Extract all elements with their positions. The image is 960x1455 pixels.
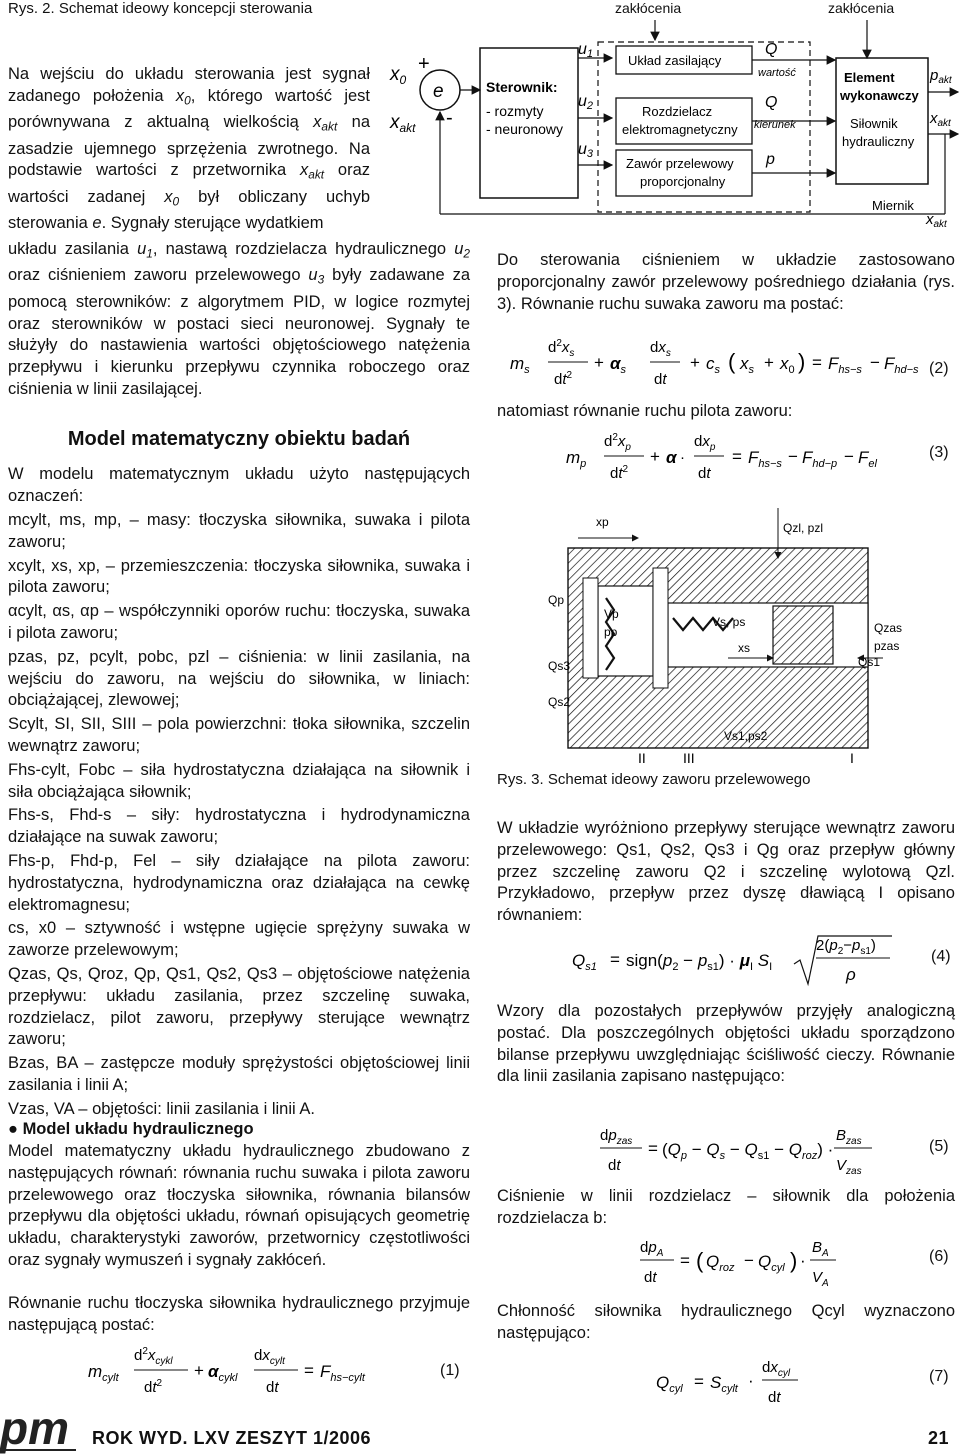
definition-item: Qzas, Qs, Qroz, Qp, Qs1, Qs2, Qs3 – objętościowe natężenia przepływu: układu zasilania, przez szczelinę suwaka, rozdzielacz, pilot zaworu, przepływy sterujące wewnątrz zaworu; (8, 964, 470, 1049)
xakt-output-label: $x_{akt}$ (930, 110, 951, 129)
svg-text:α: α (666, 448, 677, 467)
intro-paragraph-bottom: układu zasilania $u_1$, nastawą rozdzielacza hydraulicznego $u_2$ oraz ciśnieniem zaworu przelewowego $u_3$ były zadawane za pomocą sterowników: z algorytmem PID, w logice rozmytej oraz sterowników w postaci sieci neuronowej. Sygnały te służyły do nastawienia wartości objętościowego natężenia przepływu i kierunku przepływu czynnika roboczego oraz ciśnienia w linii zasilającej. (8, 240, 470, 398)
eq4-number: (4) (931, 948, 951, 965)
right-paragraph-6: Chłonność siłownika hydraulicznego Qcyl wyznaczono następująco: (497, 1302, 955, 1342)
pp-label: pp (604, 625, 618, 639)
throttle-III-label: III (683, 750, 695, 766)
svg-text:Fhd−s: $F_{hd-s}$ (884, 354, 919, 376)
svg-text:mp: $m_p$ (566, 448, 587, 470)
eq2-number: (2) (929, 360, 949, 377)
svg-text:+: + (764, 353, 774, 372)
svg-text:dt2: $dt^2$ (610, 464, 629, 482)
svg-text:−: − (870, 353, 880, 372)
definition-item: Scylt, SI, SII, SIII – pola powierzchni: tłoka siłownika, szczelin wewnątrz zaworu; (8, 715, 470, 755)
vp-label: Vp (604, 607, 619, 621)
svg-text:Qroz: $Q_{roz}$ (706, 1252, 735, 1274)
throttle-I-label: I (850, 750, 854, 766)
svg-text:+: + (690, 353, 700, 372)
right-paragraph-3: W układzie wyróżniono przepływy sterujące wewnątrz zaworu przelewowego: Qs1, Qs2, Qs3 i Qg oraz przepływ główny przez szczelinę zaworu Q2 i szczelinę wylotową Qzl. Przykładowo, przepływ przez dyszę dławiącą I opisano równaniem: (497, 819, 955, 925)
svg-text:): ) (790, 1248, 798, 1273)
svg-text:dxcylt: $dx_{cylt}$ (254, 1347, 285, 1367)
equation-3 (566, 428, 906, 486)
svg-text:ρ: ρ (846, 965, 856, 984)
right-paragraph-2: natomiast równanie ruchu pilota zaworu: (497, 402, 793, 420)
svg-text:αcykl: $\alpha_{cykl}$ (208, 1362, 238, 1384)
svg-text:(: ( (728, 349, 736, 374)
svg-text:Fhs−cylt: $F_{hs-cylt}$ (320, 1362, 365, 1384)
svg-text:=: = (304, 1361, 314, 1380)
svg-text:=: = (732, 447, 742, 466)
hydraulic-paragraph-2: Równanie ruchu tłoczyska siłownika hydraulicznego przyjmuje następującą postać: (8, 1294, 470, 1334)
svg-text:Fhs−s: $F_{hs-s}$ (748, 448, 782, 470)
svg-text:dpA: $dp_A$ (640, 1239, 664, 1259)
svg-text:2(p2−ps1): $2(p_2-p_{s1})$ (816, 937, 876, 957)
fig2-block-diagram (380, 18, 960, 240)
qzl-label: Qzl, pzl (783, 521, 824, 535)
fig3-valve-schematic (538, 508, 918, 770)
svg-text:ms: $m_s$ (510, 354, 530, 376)
right-paragraph-1: Do sterowania ciśnieniem w układzie zastosowano proporcjonalny zawór przelewowy pośredniego działania (rys. 3). Równanie ruchu suwaka zaworu ma postać: (497, 251, 955, 313)
pressure-label: p (766, 151, 775, 168)
qs2-label: Qs2 (548, 695, 571, 709)
equation-4 (572, 930, 902, 992)
svg-text:mcylt: $m_{cylt}$ (88, 1362, 119, 1384)
definition-item: xcylt, xs, xp, – przemieszczenia: tłoczyska siłownika, suwaka i pilota zaworu; (8, 556, 470, 597)
svg-text:dt: dt (768, 1389, 781, 1406)
svg-text:dxs: $dx_s$ (650, 339, 671, 359)
svg-text:dpzas: $dp_{zas}$ (600, 1127, 633, 1147)
meter-label: Miernik (872, 198, 914, 213)
qzas-label: Qzas (874, 621, 903, 635)
disturbance-label-2: zakłócenia (828, 0, 895, 16)
svg-text:Vzas: $V_{zas}$ (836, 1157, 862, 1177)
minus-sign: - (446, 107, 453, 129)
definition-item: mcylt, ms, mp, – masy: tłoczyska siłownika, suwaka i pilota zaworu; (8, 511, 470, 551)
svg-text:−: − (844, 447, 854, 466)
actuator-label-2: wykonawczy (840, 88, 919, 103)
definition-item: Fhs-cylt, Fobc – siła hydrostatyczna działająca na siłownik i siła obciążająca siłownik; (8, 760, 470, 801)
svg-text:dt: dt (654, 371, 667, 388)
svg-text:=: = (610, 950, 620, 969)
x0-label: $x_0$ (390, 64, 407, 87)
svg-text:Scylt: $S_{cylt}$ (710, 1373, 738, 1395)
relief-valve-label-1: Zawór przelewowy (626, 156, 734, 171)
spool-chamber (668, 603, 868, 667)
svg-text:·: · (800, 1251, 806, 1270)
pzas-label: pzas (874, 639, 900, 653)
equation-7 (656, 1352, 816, 1414)
equation-6 (640, 1232, 840, 1294)
logo-text: pm (0, 1402, 69, 1454)
xakt-meter-label: $x_{akt}$ (926, 211, 947, 230)
svg-text:Bzas: $B_{zas}$ (836, 1127, 862, 1147)
controller-option-neural: - neuronowy (486, 121, 564, 137)
vs1-ps2-label: Vs1,ps2 (724, 729, 768, 743)
fig2-caption: Rys. 2. Schemat ideowy koncepcji sterowania (8, 0, 313, 17)
eq1-number: (1) (440, 1362, 460, 1379)
svg-text:VA: $V_A$ (812, 1269, 829, 1289)
definition-item: cs, x0 – sztywność i wstępne ugięcie sprężyny suwaka w zaworze przelewowym; (8, 919, 470, 960)
equation-5 (600, 1120, 880, 1182)
svg-text:Qcyl: $Q_{cyl}$ (758, 1252, 785, 1274)
controller-option-fuzzy: - rozmyty (486, 103, 544, 119)
journal-footer: ROK WYD. LXV ZESZYT 1/2006 (92, 1428, 372, 1448)
svg-text:d2xcykl: $d^2x_{cykl}$ (134, 1346, 173, 1367)
pakt-label: $p_{akt}$ (930, 67, 952, 86)
error-label: e (433, 81, 444, 102)
q-direction-note: kierunek (754, 119, 796, 131)
svg-text:cs: $c_s$ (706, 354, 720, 376)
equation-1 (88, 1342, 388, 1400)
svg-text:dt2: $dt^2$ (144, 1378, 163, 1396)
valve-label-2: elektromagnetyczny (622, 122, 738, 137)
throttle-II-label: II (638, 750, 646, 766)
definition-item: pzas, pz, pcylt, pobc, pzl – ciśnienia: w linii zasilania, na wejściu do zaworu, na wejściu do siłownika, w liniach: obciążającej, zlewowej; (8, 647, 470, 710)
definition-item: Vzas, VA – objętości: linii zasilania i linii A. (8, 1099, 315, 1118)
controller-title: Sterownik: (486, 79, 558, 95)
svg-text:dxcyl: $dx_{cyl}$ (762, 1359, 791, 1379)
definition-item: Bzas, BA – zastępcze moduły sprężystości objętościowej linii zasilania i linii A; (8, 1054, 470, 1094)
svg-text:Fhs−s: $F_{hs-s}$ (828, 354, 862, 376)
disturbance-label-1: zakłócenia (615, 0, 682, 16)
vs-ps-label: Vs, ps (712, 615, 746, 629)
definition-item: Fhs-s, Fhd-s – siły: hydrostatyczna i hydrodynamiczna działające na suwak zaworu; (8, 806, 470, 847)
defs-intro: W modelu matematycznym układu użyto następujących oznaczeń: (8, 465, 470, 505)
q-value-note: wartość (758, 67, 796, 79)
right-paragraph-4: Wzory dla pozostałych przepływów przyjęły analogiczną postać. Dla poszczególnych objętości układu sporządzono bilanse przepływu uwzględniając ściśliwość cieczy. Równanie dla linii zasilania zapisano następująco: (497, 1002, 955, 1086)
svg-text:=: = (648, 1139, 658, 1158)
xs-label: xs (738, 641, 750, 655)
svg-text:): ) (798, 349, 806, 374)
eq3-number: (3) (929, 444, 949, 461)
intro-paragraph-top: Na wejściu do układu sterowania jest sygnał zadanego położenia $x_0$, którego wartość jest porównywana z aktualną wielkością $x_{akt}$ na zasadzie ujemnego sprzężenia zwrotnego. Na podstawie wartości z przetwornika $x_{akt}$ oraz wartości zadanej $x_0$ był obliczany uchyb sterowania e. Sygnały sterujące wydatkiem (8, 65, 371, 233)
svg-text:+: + (194, 1361, 204, 1380)
qs3-label: Qs3 (548, 659, 571, 673)
svg-text:x0: $x_0$ (780, 354, 795, 376)
svg-text:Qcyl: $Q_{cyl}$ (656, 1373, 683, 1395)
eq5-number: (5) (929, 1138, 949, 1155)
svg-text:dt: dt (698, 465, 711, 482)
svg-text:dxp: $dx_p$ (694, 433, 716, 453)
svg-text:αs: $\alpha_s$ (610, 354, 627, 376)
svg-text:−: − (744, 1251, 754, 1270)
eq7-number: (7) (929, 1368, 949, 1385)
svg-text:·: · (748, 1371, 754, 1390)
u2-label: u2 (578, 93, 594, 112)
svg-text:·: · (680, 449, 685, 466)
svg-text:=: = (812, 353, 822, 372)
right-paragraph-5: Ciśnienie w linii rozdzielacz – siłownik dla położenia rozdzielacza b: (497, 1187, 955, 1227)
svg-text:=: = (694, 1372, 704, 1391)
journal-logo (0, 1400, 80, 1455)
actuator-label-3: Siłownik (850, 116, 898, 131)
definitions-list (8, 510, 470, 1121)
u1-label: u1 (578, 41, 594, 60)
svg-text:(: ( (696, 1248, 704, 1273)
hydraulic-paragraph-1: Model matematyczny układu hydraulicznego zbudowano z następujących równań: równania ruchu suwaka i pilota zaworu przelewowego oraz tłoczyska siłownika, równania bilansów przepływu dla objętości układu, równań opisujących geometrię układu, charakterystyki zaworów, przetwornicy częstotliwości oraz sygnały wymuszeń i sygnały zakłóceń. (8, 1142, 470, 1269)
bullet-icon: ● (8, 1120, 18, 1138)
definition-item: Fhs-p, Fhd-p, Fel – siły działające na pilota zaworu: hydrostatyczna, hydrodynamiczna oraz działająca na cewkę elektromagnesu; (8, 851, 470, 914)
svg-text:dt2: $dt^2$ (554, 370, 573, 388)
svg-text:+: + (594, 353, 604, 372)
svg-text:=: = (680, 1251, 690, 1270)
spool (773, 606, 833, 664)
q-direction-label: Q (765, 94, 778, 111)
svg-text:d2xs: $d^2x_s$ (548, 338, 575, 359)
xakt-label: $x_{akt}$ (390, 112, 416, 135)
section-heading: Model matematyczny obiektu badań (67, 428, 411, 450)
svg-text:BA: $B_A$ (812, 1239, 829, 1259)
relief-valve-label-2: proporcjonalny (640, 174, 726, 189)
u3-label: u3 (578, 141, 594, 160)
actuator-label-1: Element (844, 70, 895, 85)
svg-text:+: + (650, 447, 660, 466)
svg-text:Fhd−p: $F_{hd-p}$ (802, 448, 838, 470)
plus-sign: + (418, 53, 430, 75)
subheading: ● Model układu hydraulicznego (8, 1120, 254, 1138)
svg-text:xs: $x_s$ (740, 354, 754, 376)
qs1-label: Qs1 (858, 655, 881, 669)
svg-text:(Qp − Qs − Qs1 − Qroz) ·: $(Q_p - Q_s - Q_{s1} - Q_{roz})$ · (662, 1140, 834, 1162)
svg-text:Fel: $F_{el}$ (858, 448, 877, 470)
definition-item: αcylt, αs, αp – współczynniki oporów ruchu: tłoczyska, suwaka i pilota zaworu; (8, 602, 470, 642)
q-value-label: Q (765, 41, 778, 58)
svg-text:sign(p2 − ps1) · μI SI: $sign(p_2 - p_{s1}) \cdot \mu_I$ $S_I$ (626, 951, 773, 973)
svg-text:dt: dt (608, 1157, 621, 1174)
svg-text:Qs1: $Q_{s1}$ (572, 951, 597, 973)
qp-label: Qp (548, 593, 565, 607)
svg-text:dt: dt (644, 1269, 657, 1286)
svg-text:d2xp: $d^2x_p$ (604, 432, 631, 453)
actuator-label-4: hydrauliczny (842, 134, 915, 149)
eq6-number: (6) (929, 1248, 949, 1265)
valve-label-1: Rozdzielacz (642, 104, 713, 119)
svg-text:dt: dt (266, 1379, 279, 1396)
svg-text:−: − (788, 447, 798, 466)
page-number: 21 (928, 1428, 950, 1448)
fig3-caption: Rys. 3. Schemat ideowy zaworu przelewowego (497, 771, 811, 788)
equation-2 (510, 334, 930, 392)
power-unit-label: Układ zasilający (628, 53, 722, 68)
xp-label: xp (596, 515, 609, 529)
